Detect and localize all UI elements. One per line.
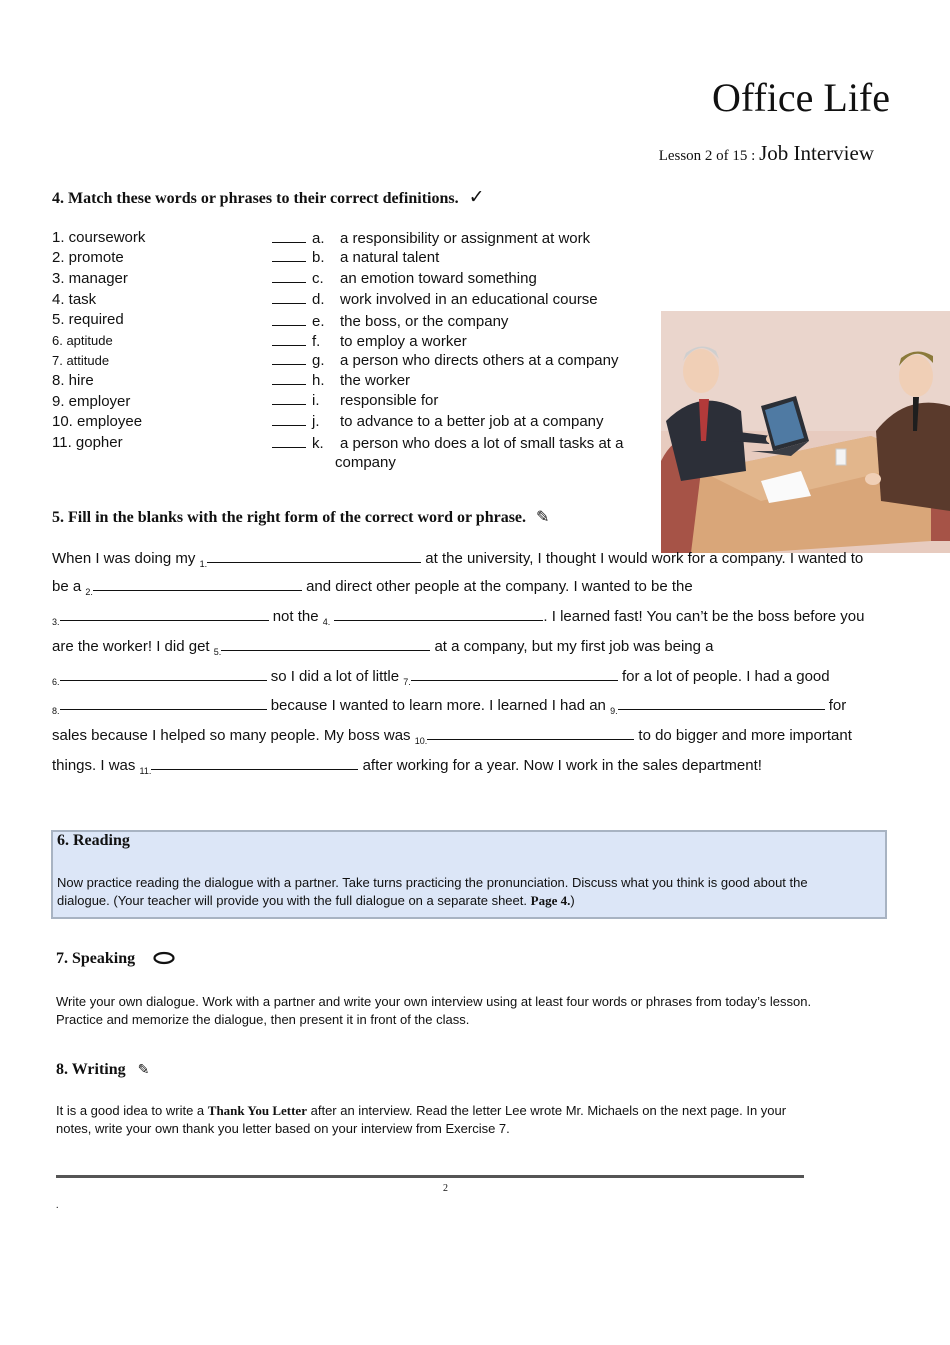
- definition-k-continued: company: [335, 454, 396, 471]
- definition-text: to employ a worker: [340, 333, 467, 350]
- answer-blank[interactable]: [272, 372, 306, 385]
- definition-text: the boss, or the company: [340, 313, 509, 330]
- definition-item: [272, 249, 439, 266]
- lesson-info: [659, 141, 874, 166]
- answer-blank[interactable]: [272, 392, 306, 405]
- word-item: 9. employer: [52, 393, 131, 410]
- fill-line-6: $_{8.}$ because I wanted to learn more. I learned I had an $_{9.}$ for: [52, 697, 847, 716]
- word-item: 1. coursework: [52, 229, 146, 246]
- section8-heading: [56, 1061, 149, 1079]
- definition-item: [272, 435, 623, 452]
- lesson-name: Job Interview: [759, 141, 874, 165]
- blank-10[interactable]: [427, 725, 634, 740]
- section4-heading-text: 4. Match these words or phrases to their correct definitions.: [52, 190, 459, 207]
- fill-line-8: things. I was $_{11.}$ after working for a year. Now I work in the sales department!: [52, 757, 762, 776]
- definition-text: an emotion toward something: [340, 270, 537, 287]
- fill-line-3: $_{3.}$ not the $_{4.}$ . I learned fast! You can’t be the boss before you: [52, 608, 865, 627]
- answer-blank[interactable]: [272, 313, 306, 326]
- fill-line-4: are the worker! I did get $_{5.}$ at a company, but my first job was being a: [52, 638, 714, 657]
- definition-item: [272, 291, 598, 308]
- section8-text: [56, 1102, 786, 1138]
- fill-line-1: When I was doing my $_{1.}$ at the university, I thought I would work for a company. I wanted to: [52, 550, 864, 569]
- answer-blank[interactable]: [272, 435, 306, 448]
- section7-heading-text: 7. Speaking: [56, 950, 136, 967]
- blank-2[interactable]: [93, 576, 302, 591]
- definition-text: the worker: [340, 372, 411, 389]
- blank-11[interactable]: [151, 755, 358, 770]
- section5-heading-text: 5. Fill in the blanks with the right form of the correct word or phrase.: [52, 509, 527, 526]
- definition-letter: d.: [312, 291, 325, 308]
- word-item: 7. attitude: [52, 353, 110, 368]
- word-item: 11. gopher: [52, 434, 123, 451]
- definition-text: a natural talent: [340, 249, 440, 266]
- definition-text: work involved in an educational course: [340, 291, 598, 308]
- fill-line-5: $_{6.}$ so I did a lot of little $_{7.}$ for a lot of people. I had a good: [52, 668, 830, 687]
- section7-line-2: Practice and memorize the dialogue, then present it in front of the class.: [56, 1012, 470, 1027]
- definition-letter: j.: [312, 413, 320, 430]
- lesson-prefix: Lesson 2 of 15 :: [658, 148, 756, 164]
- blank-4[interactable]: [334, 606, 543, 621]
- definition-text: to advance to a better job at a company: [340, 413, 604, 430]
- section8-line-2: notes, write your own thank you letter based on your interview from Exercise 7.: [56, 1121, 510, 1136]
- definition-item: [272, 392, 438, 409]
- definition-text: a responsibility or assignment at work: [340, 230, 591, 247]
- definition-text: a person who does a lot of small tasks at a: [340, 435, 624, 452]
- pencil-icon: ✎: [536, 509, 550, 526]
- word-item: 3. manager: [52, 270, 128, 287]
- definition-letter: e.: [312, 313, 325, 330]
- answer-blank[interactable]: [272, 413, 306, 426]
- section7-line-1: Write your own dialogue. Work with a partner and write your own interview using at least four words or phrases from today’s lesson.: [56, 994, 812, 1009]
- definition-item: [272, 413, 604, 430]
- definition-letter: b.: [312, 249, 325, 266]
- word-item: 6. aptitude: [52, 333, 113, 348]
- answer-blank[interactable]: [272, 249, 306, 262]
- blank-9[interactable]: [618, 695, 825, 710]
- answer-blank[interactable]: [272, 333, 306, 346]
- fill-line-2: be a $_{2.}$ and direct other people at the company. I wanted to be the: [52, 578, 693, 597]
- fill-line-7: sales because I helped so many people. My boss was $_{10.}$ to do bigger and more important: [52, 727, 852, 746]
- speech-bubble-icon: [153, 951, 175, 965]
- answer-blank[interactable]: [272, 230, 306, 243]
- checkmark-icon: ✓: [468, 187, 485, 208]
- section4-heading: [52, 186, 485, 209]
- job-interview-illustration: [661, 311, 950, 553]
- section6-text: [57, 874, 808, 910]
- section5-heading: [52, 507, 549, 527]
- answer-blank[interactable]: [272, 352, 306, 365]
- word-item: 8. hire: [52, 372, 94, 389]
- section7-text: [56, 993, 811, 1029]
- blank-8[interactable]: [60, 695, 267, 710]
- section6-heading: 6. Reading: [57, 832, 130, 849]
- blank-3[interactable]: [60, 606, 269, 621]
- definition-item: [272, 230, 590, 247]
- word-item: 10. employee: [52, 413, 143, 430]
- section8-line-1: It is a good idea to write a Thank You Letter after an interview. Read the letter Lee wrote Mr. Michaels on the next page. In your: [56, 1103, 787, 1118]
- footer-dot: .: [56, 1200, 59, 1211]
- page-title: Office Life: [711, 75, 890, 120]
- definition-item: [272, 313, 508, 330]
- word-item: 4. task: [52, 291, 97, 308]
- pencil-icon: ✎: [137, 1063, 150, 1078]
- section6-line-2: dialogue. (Your teacher will provide you with the full dialogue on a separate sheet. Page 4.): [57, 893, 575, 908]
- blank-6[interactable]: [60, 666, 267, 681]
- blank-5[interactable]: [221, 636, 430, 651]
- definition-letter: a.: [312, 230, 325, 247]
- section7-heading: [56, 950, 175, 968]
- definition-item: [272, 333, 467, 350]
- definition-letter: g.: [312, 352, 325, 369]
- definition-letter: i.: [312, 392, 320, 409]
- section6-line-1: Now practice reading the dialogue with a partner. Take turns practicing the pronunciation. Discuss what you think is good about the: [57, 875, 808, 890]
- definition-item: [272, 270, 537, 287]
- definition-text: responsible for: [340, 392, 439, 409]
- answer-blank[interactable]: [272, 291, 306, 304]
- definition-item: [272, 372, 410, 389]
- section8-heading-text: 8. Writing: [56, 1061, 126, 1078]
- definition-letter: f.: [312, 333, 321, 350]
- definition-text: a person who directs others at a company: [340, 352, 619, 369]
- definition-letter: h.: [312, 372, 325, 389]
- definition-letter: k.: [312, 435, 324, 452]
- word-item: 5. required: [52, 311, 124, 328]
- definition-letter: c.: [312, 270, 324, 287]
- blank-1[interactable]: [207, 548, 421, 563]
- blank-7[interactable]: [411, 666, 618, 681]
- answer-blank[interactable]: [272, 270, 306, 283]
- page-number: 2: [443, 1183, 448, 1194]
- definition-item: [272, 352, 618, 369]
- word-item: 2. promote: [52, 249, 124, 266]
- footer-rule: [56, 1175, 804, 1178]
